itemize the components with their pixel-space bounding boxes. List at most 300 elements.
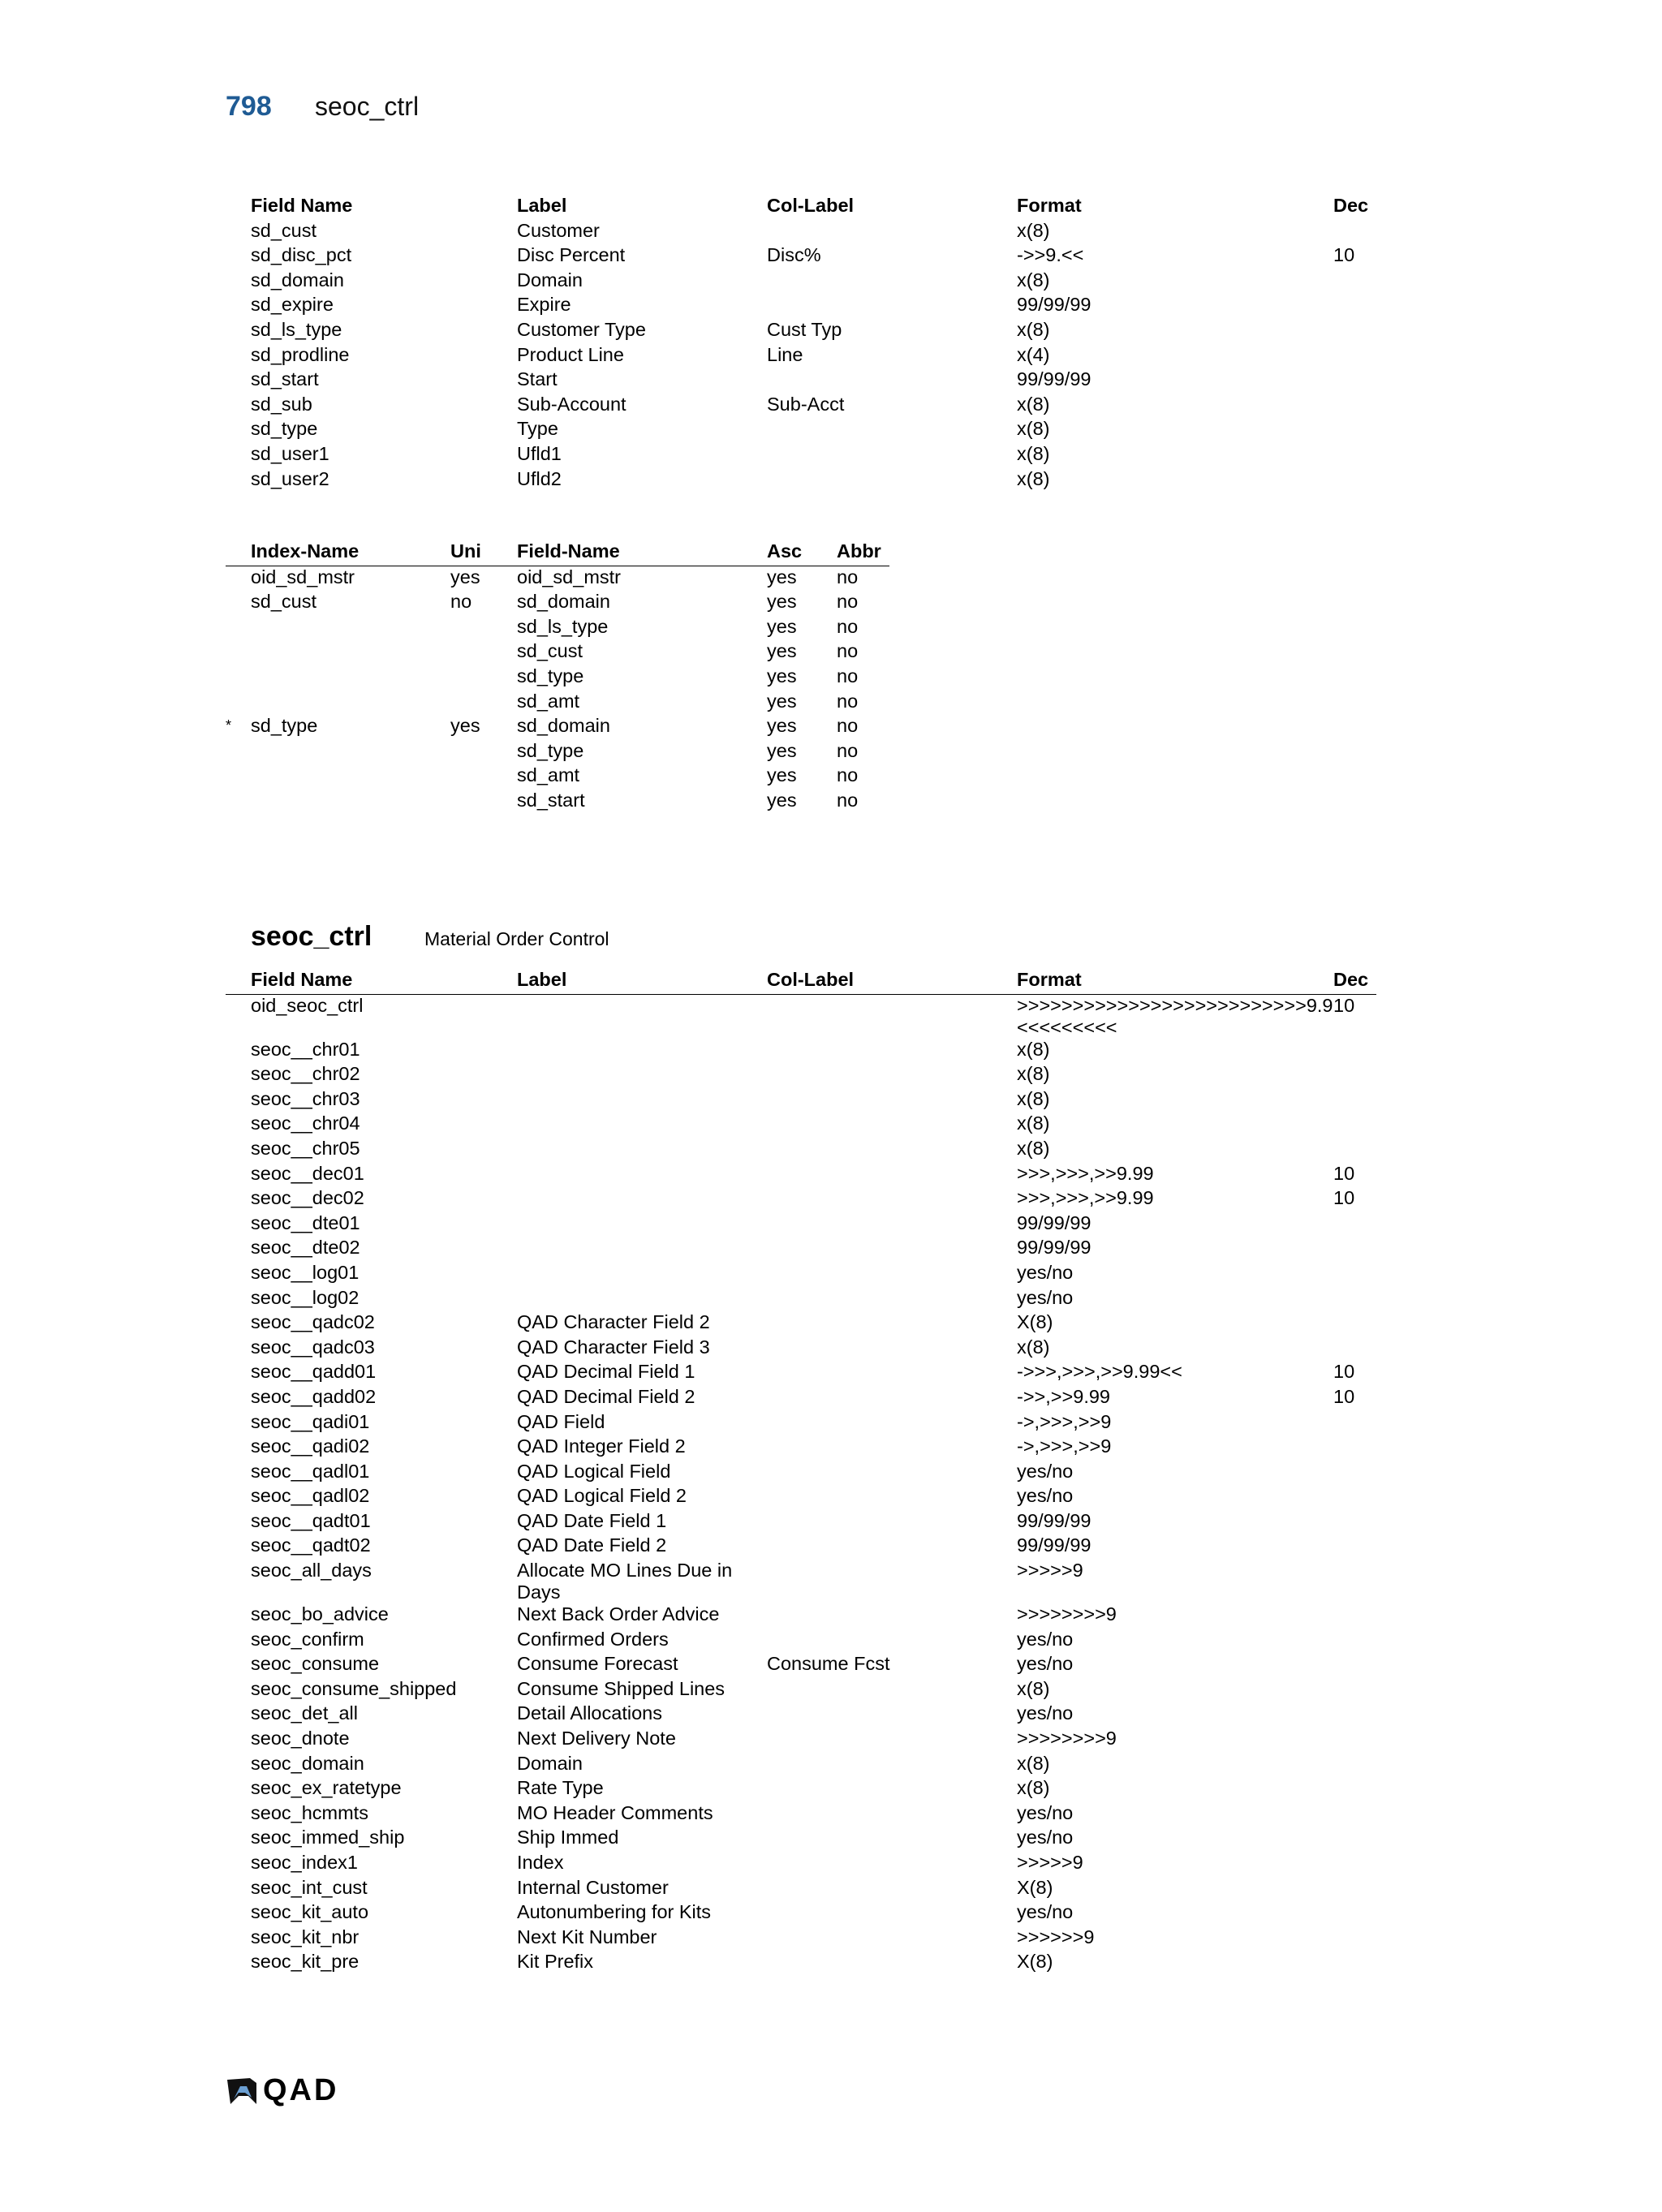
cell-field-name: seoc_consume: [251, 1653, 380, 1675]
cell-col-label: [767, 1386, 1017, 1411]
cell-field-name: seoc__qadc02: [251, 1311, 375, 1333]
table-row: [226, 1287, 1376, 1312]
cell-asc: yes: [767, 739, 797, 761]
cell-abbr: no: [837, 591, 859, 613]
row-gutter: [226, 1461, 251, 1486]
cell-dec: [1333, 1287, 1376, 1312]
cell-format: >>>>>>>>9: [1017, 1603, 1117, 1625]
cell-dec: [1333, 1138, 1376, 1163]
table-row: [226, 1336, 1376, 1362]
row-gutter: [226, 665, 251, 691]
cell-format: 99/99/99: [1017, 1509, 1091, 1531]
cell-format: 99/99/99: [1017, 1211, 1091, 1233]
cell-dec: 10: [1333, 1187, 1355, 1209]
row-gutter: [226, 344, 251, 369]
table-row: [226, 1560, 1376, 1603]
cell-label: Next Back Order Advice: [517, 1603, 720, 1625]
row-gutter: [226, 1560, 251, 1603]
cell-label: Ufld2: [517, 467, 562, 489]
cell-abbr: no: [837, 665, 859, 686]
cell-index-name: [251, 740, 450, 765]
table-row: [226, 764, 889, 790]
logo-text: QAD: [263, 2073, 339, 2107]
cell-dec: [1333, 269, 1376, 295]
cell-dec: [1333, 1702, 1376, 1728]
col-header-col-label: Col-Label: [767, 969, 1017, 994]
cell-col-label: Line: [767, 343, 803, 365]
col-header-dec: Dec: [1333, 195, 1369, 216]
cell-field-name: seoc_hcmmts: [251, 1801, 368, 1823]
cell-col-label: Cust Typ: [767, 318, 842, 340]
cell-col-label: [767, 1336, 1017, 1362]
cell-dec: [1333, 1485, 1376, 1510]
cell-field-name: seoc_kit_auto: [251, 1901, 369, 1923]
cell-col-label: Sub-Acct: [767, 393, 845, 415]
col-header-format: Format: [1017, 195, 1082, 216]
cell-field-name: sd_cust: [517, 640, 583, 662]
cell-label: [517, 1088, 767, 1113]
cell-col-label: [767, 220, 1017, 245]
cell-format: x(8): [1017, 1087, 1050, 1109]
cell-uni: [450, 740, 517, 765]
row-gutter: [226, 764, 251, 790]
cell-dec: [1333, 319, 1376, 344]
cell-col-label: [767, 1603, 1017, 1629]
cell-dec: [1333, 1603, 1376, 1629]
cell-col-label: [767, 1039, 1017, 1064]
cell-abbr: no: [837, 715, 859, 737]
cell-format: x(4): [1017, 343, 1050, 365]
table-row: [226, 1485, 1376, 1510]
cell-format: ->,>>>,>>9: [1017, 1435, 1112, 1457]
cell-col-label: [767, 1802, 1017, 1827]
cell-label: QAD Date Field 1: [517, 1509, 667, 1531]
col-header-col-label: Col-Label: [767, 195, 855, 216]
row-gutter: [226, 640, 251, 665]
cell-uni: [450, 691, 517, 716]
cell-field-name: seoc__chr05: [251, 1137, 360, 1159]
table-row: [226, 1901, 1376, 1926]
cell-field-name: seoc__qadi02: [251, 1435, 370, 1457]
cell-field-name: seoc_ex_ratetype: [251, 1777, 402, 1799]
table-row: [226, 1926, 1376, 1952]
cell-field-name: seoc__dte01: [251, 1211, 360, 1233]
cell-index-name: sd_cust: [251, 591, 316, 613]
cell-format: 99/99/99: [1017, 1534, 1091, 1556]
cell-format: yes/no: [1017, 1827, 1074, 1848]
cell-label: Allocate MO Lines Due in Days: [517, 1560, 733, 1603]
cell-col-label: [767, 468, 1017, 493]
cell-col-label: [767, 1702, 1017, 1728]
table-row: [226, 790, 889, 815]
cell-format: x(8): [1017, 467, 1050, 489]
cell-index-name: [251, 640, 450, 665]
row-gutter: [226, 1678, 251, 1703]
cell-format: ->>9.<<: [1017, 244, 1084, 266]
cell-asc: yes: [767, 789, 797, 811]
table-row: [226, 994, 1376, 1039]
cell-dec: [1333, 1435, 1376, 1461]
cell-field-name: seoc__dec01: [251, 1162, 364, 1184]
cell-abbr: no: [837, 690, 859, 712]
cell-field-name: seoc__qadt01: [251, 1509, 371, 1531]
col-header-field-name: Field Name: [251, 969, 517, 994]
cell-label: QAD Logical Field 2: [517, 1485, 687, 1507]
row-gutter: [226, 1951, 251, 1976]
cell-uni: [450, 790, 517, 815]
cell-field-name: sd_user1: [251, 442, 329, 464]
cell-dec: [1333, 1728, 1376, 1753]
cell-field-name: seoc_dnote: [251, 1728, 350, 1749]
table-description: Material Order Control: [424, 928, 609, 949]
cell-label: QAD Logical Field: [517, 1460, 671, 1482]
cell-dec: [1333, 1926, 1376, 1952]
table-row: [226, 368, 1376, 394]
cell-label: [517, 1237, 767, 1262]
cell-field-name: seoc__qadt02: [251, 1534, 371, 1556]
cell-format: ->>>,>>>,>>9.99<<: [1017, 1361, 1182, 1383]
cell-format: X(8): [1017, 1951, 1053, 1973]
cell-asc: yes: [767, 665, 797, 686]
cell-format: >>>>>>9: [1017, 1926, 1095, 1947]
cell-uni: [450, 640, 517, 665]
cell-col-label: [767, 1311, 1017, 1336]
page-section-title: seoc_ctrl: [315, 92, 420, 121]
cell-format: yes/no: [1017, 1628, 1074, 1650]
table-row: [226, 1039, 1376, 1064]
cell-dec: [1333, 1852, 1376, 1877]
row-gutter: [226, 1262, 251, 1287]
table-row: [226, 1411, 1376, 1436]
cell-label: QAD Character Field 3: [517, 1336, 710, 1358]
cell-format: x(8): [1017, 1777, 1050, 1799]
cell-dec: [1333, 1411, 1376, 1436]
cell-label: [517, 1287, 767, 1312]
cell-field-name: seoc__qadd02: [251, 1385, 377, 1407]
row-gutter: [226, 1728, 251, 1753]
cell-label: Domain: [517, 1752, 583, 1774]
cell-field-name: seoc__qadi01: [251, 1410, 370, 1432]
cell-label: Next Delivery Note: [517, 1728, 676, 1749]
cell-dec: [1333, 1901, 1376, 1926]
cell-label: [517, 994, 767, 1039]
row-gutter: [226, 1237, 251, 1262]
row-gutter: [226, 1386, 251, 1411]
cell-col-label: [767, 1112, 1017, 1138]
cell-field-name: seoc_kit_pre: [251, 1951, 360, 1973]
cell-label: Detail Allocations: [517, 1702, 662, 1724]
cell-field-name: oid_seoc_ctrl: [251, 994, 364, 1016]
cell-col-label: [767, 1901, 1017, 1926]
cell-label: [517, 1212, 767, 1237]
qad-logo: [226, 2073, 338, 2108]
cell-label: Rate Type: [517, 1777, 604, 1799]
table-row: [226, 394, 1376, 419]
table-row: [226, 1212, 1376, 1237]
cell-label: [517, 1163, 767, 1188]
table-row: [226, 1187, 1376, 1212]
cell-field-name: seoc__log02: [251, 1286, 360, 1308]
cell-uni: yes: [450, 715, 480, 737]
row-gutter: [226, 294, 251, 319]
cell-asc: yes: [767, 764, 797, 786]
table-row: [226, 566, 889, 591]
cell-field-name: seoc_domain: [251, 1752, 364, 1774]
table-row: [226, 1435, 1376, 1461]
table-row: [226, 220, 1376, 245]
index-table-sd: [226, 540, 889, 815]
col-header-uni: Uni: [450, 540, 517, 566]
cell-dec: 10: [1333, 1162, 1355, 1184]
table-row: [226, 740, 889, 765]
cell-format: yes/no: [1017, 1702, 1074, 1724]
cell-label: Kit Prefix: [517, 1951, 594, 1973]
cell-col-label: [767, 1411, 1017, 1436]
cell-label: Start: [517, 368, 558, 390]
table-row: [226, 1629, 1376, 1654]
cell-field-name: sd_domain: [517, 715, 610, 737]
cell-label: Type: [517, 418, 558, 440]
cell-dec: [1333, 1112, 1376, 1138]
cell-abbr: no: [837, 640, 859, 662]
row-gutter: [226, 1361, 251, 1386]
page-number: 798: [226, 91, 272, 122]
cell-dec: [1333, 394, 1376, 419]
cell-label: Sub-Account: [517, 393, 626, 415]
cell-field-name: seoc_bo_advice: [251, 1603, 389, 1625]
cell-col-label: [767, 1435, 1017, 1461]
row-gutter: [226, 1629, 251, 1654]
row-gutter: [226, 1777, 251, 1802]
row-gutter: [226, 691, 251, 716]
cell-col-label: [767, 418, 1017, 443]
cell-format: >>>>>>>>9: [1017, 1728, 1117, 1749]
table-row: [226, 1510, 1376, 1535]
table-row: [226, 1777, 1376, 1802]
row-gutter: [226, 1063, 251, 1088]
cell-label: [517, 1112, 767, 1138]
row-gutter: [226, 1852, 251, 1877]
table-row: [226, 1138, 1376, 1163]
cell-uni: [450, 616, 517, 641]
cell-field-name: seoc__qadd01: [251, 1361, 377, 1383]
table-row: [226, 1653, 1376, 1678]
cell-label: [517, 1262, 767, 1287]
cell-label: QAD Field: [517, 1410, 605, 1432]
cell-dec: [1333, 443, 1376, 468]
row-gutter: [226, 368, 251, 394]
cell-dec: [1333, 1534, 1376, 1560]
cell-format: ->,>>>,>>9: [1017, 1410, 1112, 1432]
cell-field-name: sd_sub: [251, 393, 312, 415]
cell-index-name: [251, 616, 450, 641]
table-header-row: [226, 195, 1376, 220]
fields-table-seoc: [226, 969, 1376, 1976]
cell-col-label: [767, 1753, 1017, 1778]
table-row: [226, 1237, 1376, 1262]
cell-col-label: [767, 1560, 1017, 1603]
cell-field-name: sd_ls_type: [251, 318, 342, 340]
cell-field-name: sd_type: [517, 665, 584, 686]
cell-format: 99/99/99: [1017, 294, 1091, 316]
cell-dec: 10: [1333, 1385, 1355, 1407]
cell-label: [517, 1063, 767, 1088]
cell-label: [517, 1138, 767, 1163]
cell-dec: [1333, 1336, 1376, 1362]
cell-col-label: [767, 443, 1017, 468]
cell-label: Disc Percent: [517, 244, 626, 266]
cell-field-name: oid_sd_mstr: [517, 566, 621, 587]
cell-dec: [1333, 1088, 1376, 1113]
col-header-label: Label: [517, 969, 767, 994]
table-row: [226, 1753, 1376, 1778]
cell-col-label: [767, 1534, 1017, 1560]
row-gutter: [226, 1802, 251, 1827]
row-gutter: [226, 1653, 251, 1678]
cell-col-label: [767, 994, 1017, 1039]
cell-field-name: sd_type: [251, 418, 318, 440]
table-row: [226, 1088, 1376, 1113]
table-row: [226, 1702, 1376, 1728]
table-title: [251, 921, 609, 953]
col-header-field-name: Field Name: [251, 195, 353, 216]
table-row: [226, 1386, 1376, 1411]
table-row: [226, 1603, 1376, 1629]
row-gutter: [226, 1510, 251, 1535]
cell-format: >>>>>9: [1017, 1560, 1083, 1582]
cell-format: X(8): [1017, 1876, 1053, 1898]
cell-col-label: Disc%: [767, 244, 821, 266]
cell-index-name: [251, 764, 450, 790]
row-gutter: [226, 1753, 251, 1778]
primary-index-marker: *: [226, 717, 232, 734]
cell-format: x(8): [1017, 1336, 1050, 1358]
table-row: [226, 616, 889, 641]
cell-index-name: [251, 691, 450, 716]
table-row: [226, 1112, 1376, 1138]
cell-format: >>>>>9: [1017, 1852, 1083, 1873]
cell-dec: [1333, 1560, 1376, 1603]
cell-field-name: sd_prodline: [251, 343, 350, 365]
cell-field-name: seoc_all_days: [251, 1560, 372, 1582]
cell-format: yes/no: [1017, 1901, 1074, 1923]
cell-label: QAD Character Field 2: [517, 1311, 710, 1333]
cell-field-name: sd_start: [251, 368, 319, 390]
row-gutter: [226, 1827, 251, 1852]
cell-format: yes/no: [1017, 1460, 1074, 1482]
cell-col-label: [767, 1777, 1017, 1802]
cell-dec: [1333, 1262, 1376, 1287]
table-row: [226, 443, 1376, 468]
cell-label: QAD Decimal Field 1: [517, 1361, 695, 1383]
row-gutter: [226, 244, 251, 269]
cell-field-name: seoc_det_all: [251, 1702, 358, 1724]
cell-col-label: [767, 1461, 1017, 1486]
cell-index-name: oid_sd_mstr: [251, 566, 355, 587]
cell-col-label: [767, 1088, 1017, 1113]
table-row: [226, 1534, 1376, 1560]
cell-label: Product Line: [517, 343, 624, 365]
table-row: [226, 319, 1376, 344]
cell-col-label: [767, 1361, 1017, 1386]
cell-col-label: [767, 1827, 1017, 1852]
cell-format: x(8): [1017, 269, 1050, 290]
cell-label: QAD Integer Field 2: [517, 1435, 686, 1457]
row-gutter: [226, 1534, 251, 1560]
cell-col-label: [767, 1629, 1017, 1654]
cell-col-label: [767, 1728, 1017, 1753]
row-gutter: [226, 319, 251, 344]
cell-field-name: sd_cust: [251, 219, 316, 241]
table-row: [226, 244, 1376, 269]
cell-dec: [1333, 1629, 1376, 1654]
table-row: [226, 1063, 1376, 1088]
cell-col-label: [767, 1485, 1017, 1510]
cell-label: Consume Shipped Lines: [517, 1677, 726, 1699]
col-header-asc: Asc: [767, 540, 837, 566]
cell-col-label: [767, 1187, 1017, 1212]
row-gutter: [226, 1702, 251, 1728]
row-gutter: [226, 220, 251, 245]
cell-col-label: [767, 294, 1017, 319]
table-row: [226, 691, 889, 716]
cell-field-name: seoc__qadc03: [251, 1336, 375, 1358]
cell-uni: [450, 764, 517, 790]
row-gutter: [226, 1039, 251, 1064]
table-row: [226, 1262, 1376, 1287]
row-gutter: [226, 1163, 251, 1188]
cell-dec: [1333, 1212, 1376, 1237]
cell-dec: [1333, 1237, 1376, 1262]
row-gutter: [226, 394, 251, 419]
table-row: [226, 1827, 1376, 1852]
row-gutter: [226, 1112, 251, 1138]
cell-format: x(8): [1017, 1752, 1050, 1774]
row-gutter: [226, 616, 251, 641]
cell-col-label: [767, 1237, 1017, 1262]
row-gutter: [226, 1287, 251, 1312]
cell-field-name: seoc__chr02: [251, 1063, 360, 1085]
cell-format: x(8): [1017, 393, 1050, 415]
cell-index-name: [251, 790, 450, 815]
cell-dec: [1333, 1877, 1376, 1902]
cell-dec: [1333, 344, 1376, 369]
cell-field-name: seoc_index1: [251, 1852, 358, 1873]
cell-asc: yes: [767, 615, 797, 637]
table-row: [226, 1461, 1376, 1486]
cell-index-name: [251, 665, 450, 691]
row-gutter: [226, 1212, 251, 1237]
cell-label: Customer Type: [517, 318, 646, 340]
cell-format: >>>>>>>>>>>>>>>>>>>>>>>>>>9.9<<<<<<<<<: [1017, 994, 1333, 1038]
table-row: [226, 1877, 1376, 1902]
table-name: seoc_ctrl: [251, 921, 372, 952]
cell-format: yes/no: [1017, 1261, 1074, 1283]
cell-dec: [1333, 1063, 1376, 1088]
row-gutter: [226, 1877, 251, 1902]
col-header-label: Label: [517, 195, 567, 216]
table-row: [226, 1951, 1376, 1976]
cell-dec: 10: [1333, 994, 1355, 1016]
cell-dec: [1333, 1311, 1376, 1336]
cell-field-name: sd_domain: [517, 591, 610, 613]
cell-format: yes/no: [1017, 1286, 1074, 1308]
row-gutter: [226, 1901, 251, 1926]
cell-field-name: sd_user2: [251, 467, 329, 489]
table-row: [226, 344, 1376, 369]
table-header-row: [226, 540, 889, 566]
cell-label: [517, 1039, 767, 1064]
